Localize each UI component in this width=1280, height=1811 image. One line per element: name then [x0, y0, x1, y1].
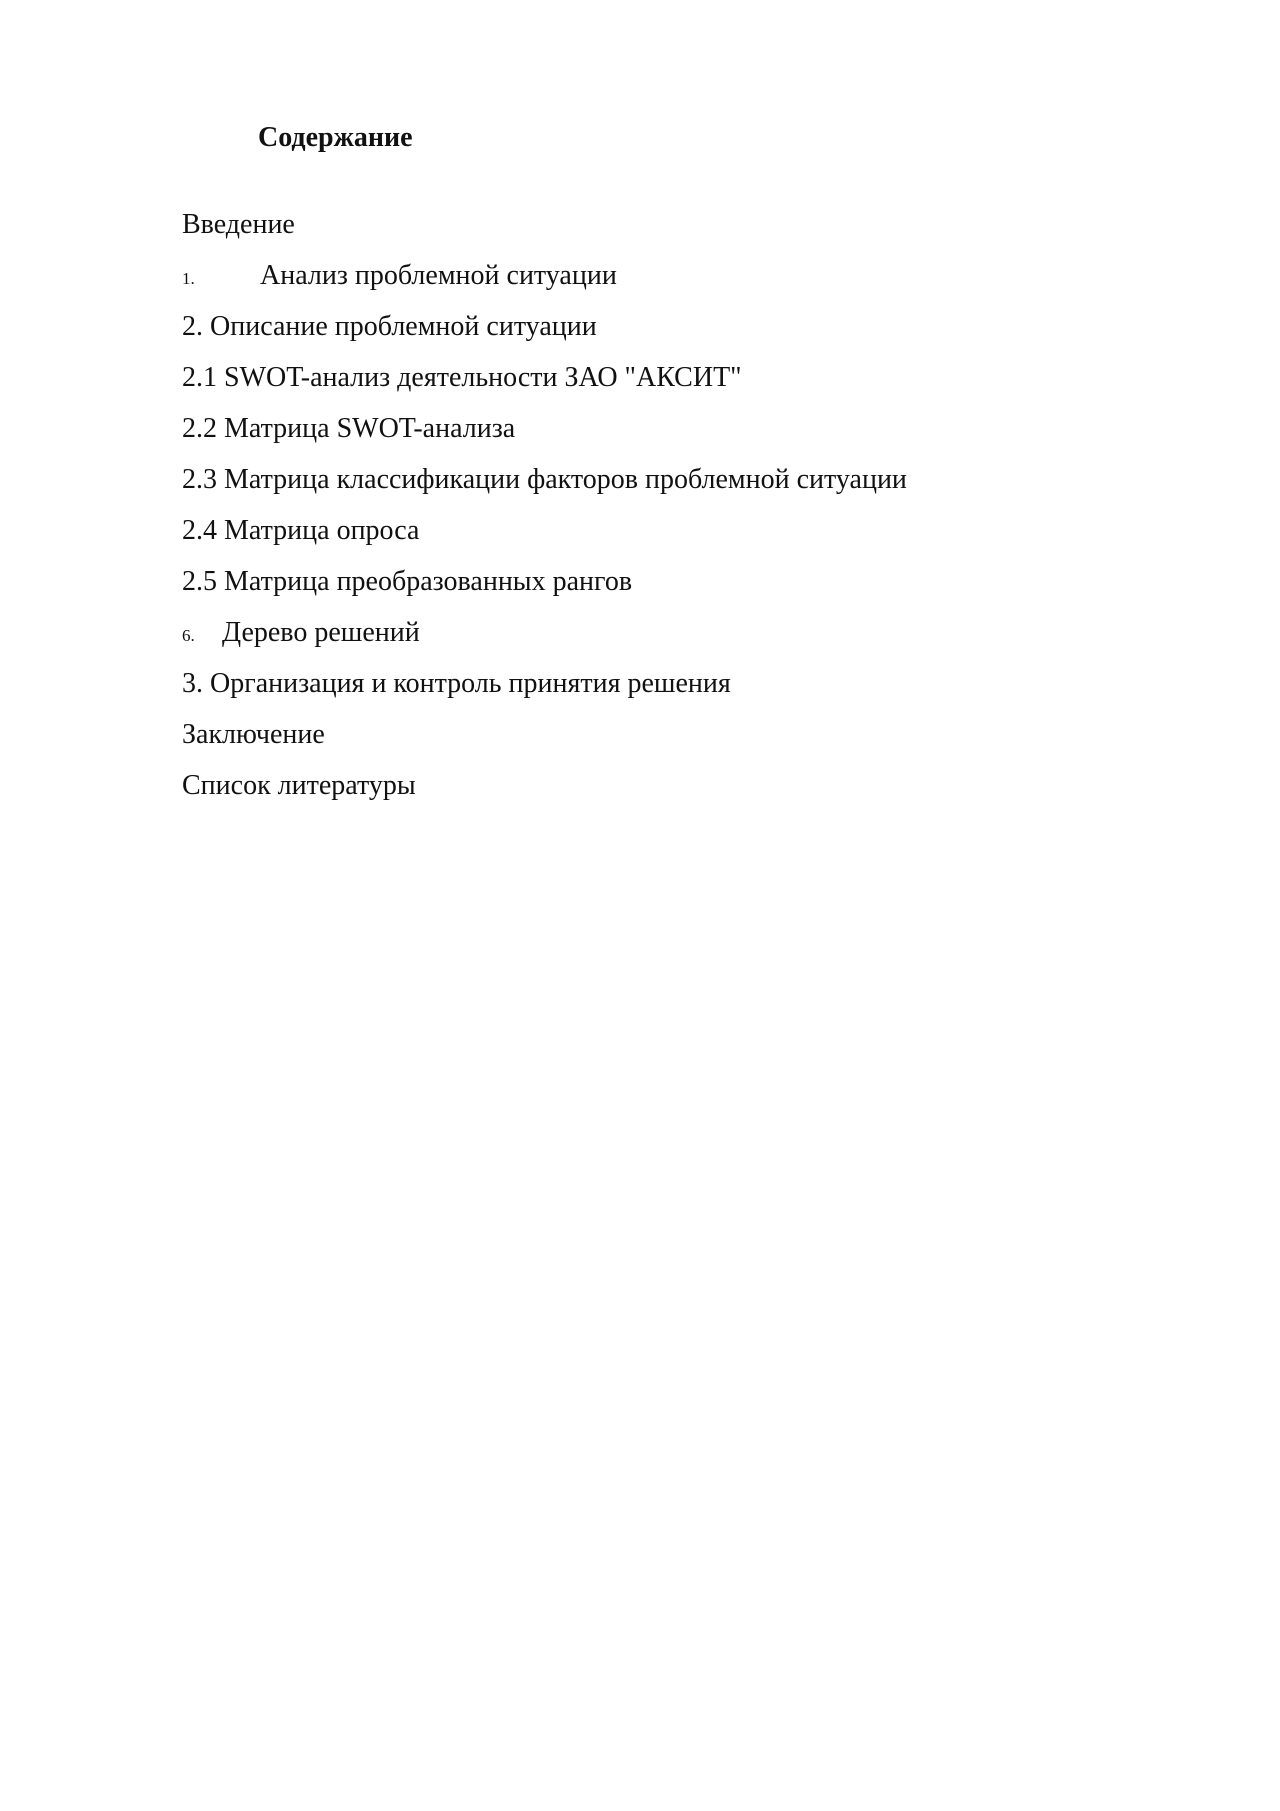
toc-item-label: 2.4 Матрица опроса [182, 515, 420, 546]
table-of-contents [182, 205, 1182, 817]
toc-item-problem-description [182, 307, 1182, 358]
toc-item-label: 2.1 SWOT-анализ деятельности ЗАО "АКСИТ" [182, 362, 742, 393]
toc-item-label: Анализ проблемной ситуации [260, 260, 617, 291]
toc-item-decision-tree [182, 613, 1182, 664]
toc-item-introduction [182, 205, 1182, 256]
toc-item-conclusion [182, 715, 1182, 766]
toc-item-swot-matrix [182, 409, 1182, 460]
toc-item-swot-analysis [182, 358, 1182, 409]
toc-item-label: Введение [182, 209, 295, 240]
toc-item-label: Дерево решений [222, 617, 420, 648]
toc-item-survey-matrix [182, 511, 1182, 562]
toc-item-problem-analysis [182, 256, 1182, 307]
toc-item-number: 1. [182, 269, 195, 288]
toc-item-label: Список литературы [182, 770, 416, 801]
toc-item-references [182, 766, 1182, 817]
toc-item-factor-classification-matrix [182, 460, 1182, 511]
toc-item-label: 2.5 Матрица преобразованных рангов [182, 566, 633, 597]
toc-item-transformed-ranks-matrix [182, 562, 1182, 613]
toc-item-label: Заключение [182, 719, 325, 750]
toc-item-number: 6. [182, 626, 195, 645]
toc-item-label: 2.3 Матрица классификации факторов проблемной ситуации [182, 464, 907, 495]
toc-item-label: 2.2 Матрица SWOT-анализа [182, 413, 516, 444]
toc-item-organization-control [182, 664, 1182, 715]
toc-item-label: 2. Описание проблемной ситуации [182, 311, 597, 342]
toc-title: Содержание [258, 122, 413, 153]
toc-item-label: 3. Организация и контроль принятия решения [182, 668, 731, 699]
